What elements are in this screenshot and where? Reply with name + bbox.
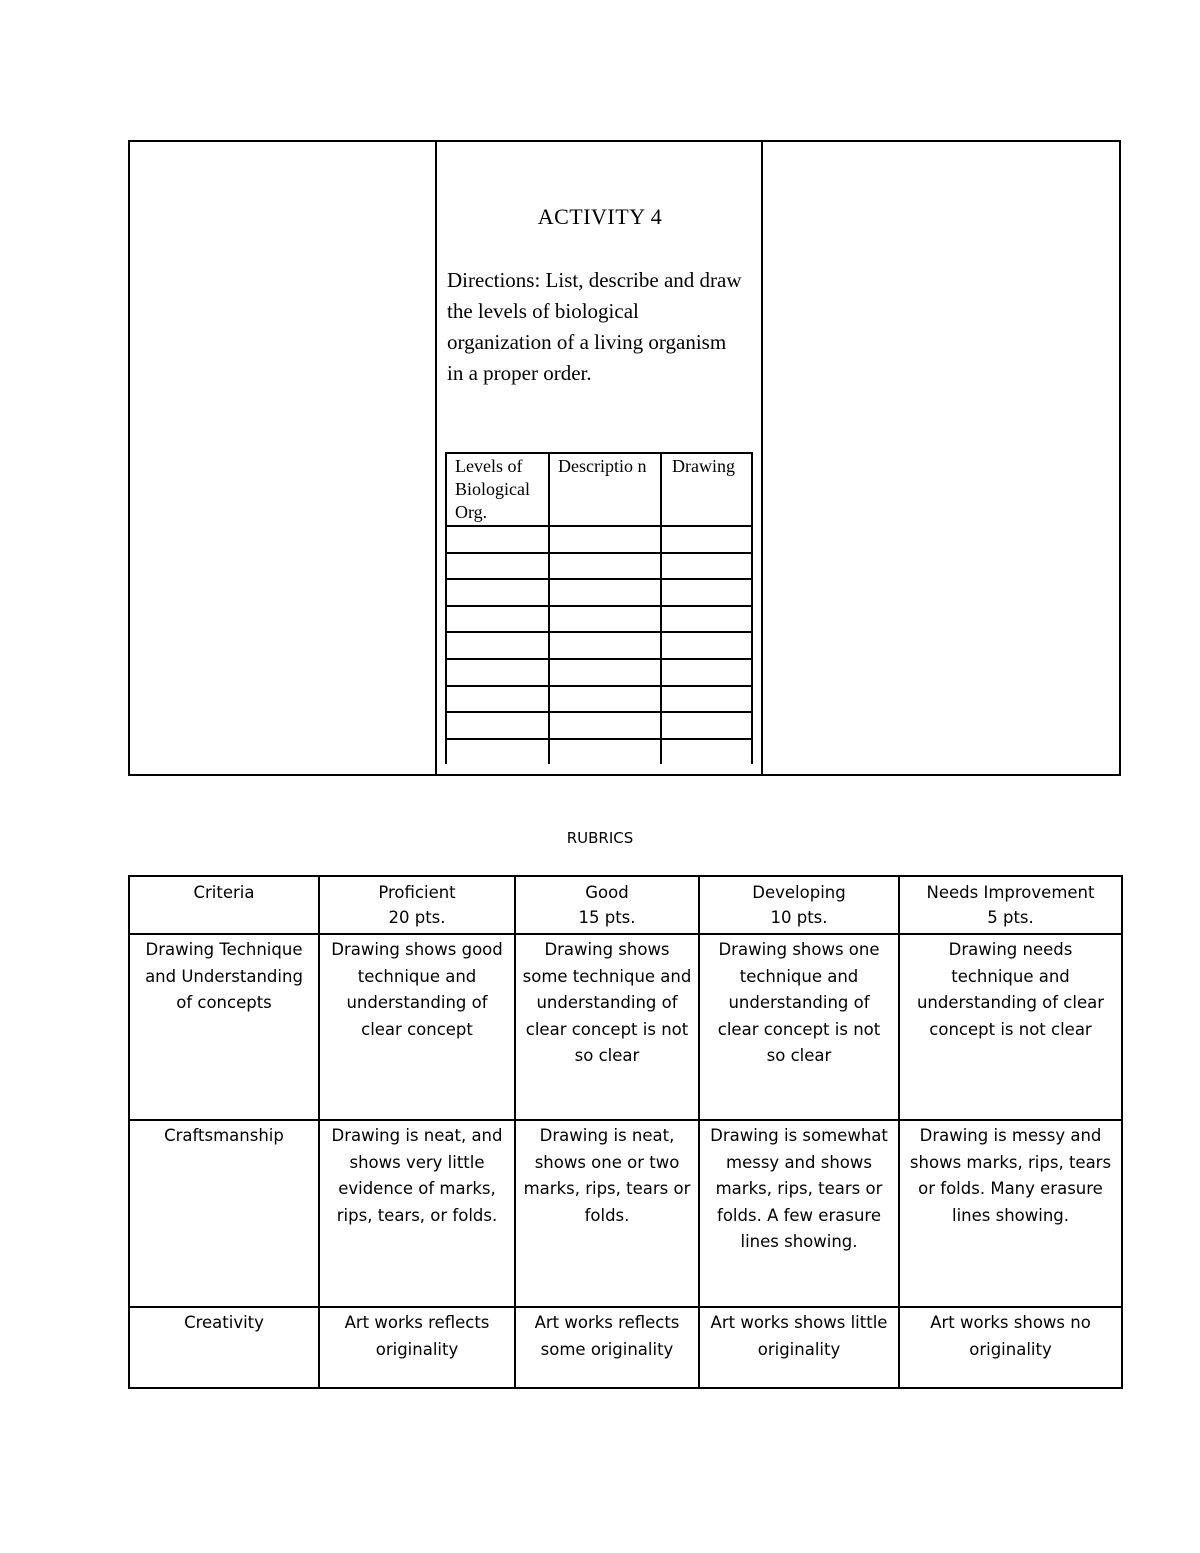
- levels-table-row: [446, 739, 752, 765]
- levels-table-row: [446, 606, 752, 633]
- proficient-cell: Art works reflects originality: [319, 1307, 515, 1388]
- levels-table: [445, 452, 753, 764]
- proficient-cell: Drawing is neat, and shows very little evidence of marks, rips, tears, or folds.: [319, 1120, 515, 1307]
- level-cell[interactable]: [446, 686, 549, 713]
- level-cell[interactable]: [446, 739, 549, 765]
- description-cell[interactable]: [549, 579, 661, 606]
- drawing-cell[interactable]: [661, 686, 752, 713]
- developing-cell: Drawing is somewhat messy and shows marks, rips, tears or folds. A few erasure lines showing.: [699, 1120, 899, 1307]
- developing-header: [699, 876, 899, 934]
- activity-panel-frame: [128, 140, 1121, 776]
- proficient-header: [319, 876, 515, 934]
- description-cell[interactable]: [549, 739, 661, 765]
- levels-table-row: [446, 553, 752, 580]
- needs-improvement-cell: Drawing is messy and shows marks, rips, tears or folds. Many erasure lines showing.: [899, 1120, 1122, 1307]
- good-header: [515, 876, 699, 934]
- good-cell: Drawing is neat, shows one or two marks, rips, tears or folds.: [515, 1120, 699, 1307]
- levels-table-row: [446, 632, 752, 659]
- level-cell[interactable]: [446, 606, 549, 633]
- activity-directions: Directions: List, describe and draw the levels of biological organization of a living organism in a proper order.: [447, 268, 742, 385]
- rubric-row-drawing-technique: [129, 934, 1122, 1120]
- proficient-label: Proficient: [378, 883, 456, 902]
- developing-cell: Art works shows little originality: [699, 1307, 899, 1388]
- developing-points: 10 pts.: [770, 908, 828, 927]
- drawing-cell[interactable]: [661, 526, 752, 553]
- criteria-header-label: Criteria: [193, 883, 255, 902]
- rubric-row-craftsmanship: [129, 1120, 1122, 1307]
- proficient-cell: Drawing shows good technique and understanding of clear concept: [319, 934, 515, 1120]
- level-cell[interactable]: [446, 659, 549, 686]
- levels-header-cell: Levels of Biological Org.: [446, 453, 549, 526]
- rubrics-title: RUBRICS: [566, 829, 634, 847]
- drawing-cell[interactable]: [661, 632, 752, 659]
- developing-cell: Drawing shows one technique and understanding of clear concept is not so clear: [699, 934, 899, 1120]
- description-cell[interactable]: [549, 606, 661, 633]
- levels-table-header: [446, 453, 752, 526]
- needs-improvement-header: [899, 876, 1122, 934]
- rubric-row-creativity: [129, 1307, 1122, 1388]
- needs-improvement-cell: Drawing needs technique and understanding of clear concept is not clear: [899, 934, 1122, 1120]
- good-cell: Drawing shows some technique and understanding of clear concept is not so clear: [515, 934, 699, 1120]
- needs-improvement-cell: Art works shows no originality: [899, 1307, 1122, 1388]
- drawing-cell[interactable]: [661, 579, 752, 606]
- good-cell: Art works reflects some originality: [515, 1307, 699, 1388]
- drawing-header-cell: Drawing: [661, 453, 752, 526]
- rubric-table: [128, 875, 1123, 1389]
- needs-improvement-points: 5 pts.: [987, 908, 1034, 927]
- good-points: 15 pts.: [578, 908, 636, 927]
- criteria-cell: Drawing Technique and Understanding of concepts: [129, 934, 319, 1120]
- level-cell[interactable]: [446, 579, 549, 606]
- drawing-cell[interactable]: [661, 606, 752, 633]
- developing-label: Developing: [752, 883, 846, 902]
- description-cell[interactable]: [549, 632, 661, 659]
- description-cell[interactable]: [549, 686, 661, 713]
- description-cell[interactable]: [549, 712, 661, 739]
- criteria-cell: Creativity: [129, 1307, 319, 1388]
- proficient-points: 20 pts.: [388, 908, 446, 927]
- criteria-cell: Craftsmanship: [129, 1120, 319, 1307]
- description-cell[interactable]: [549, 659, 661, 686]
- description-cell[interactable]: [549, 526, 661, 553]
- drawing-cell[interactable]: [661, 553, 752, 580]
- level-cell[interactable]: [446, 712, 549, 739]
- rubric-header-row: [129, 876, 1122, 934]
- levels-table-row: [446, 712, 752, 739]
- good-label: Good: [585, 883, 629, 902]
- activity-center-panel: [437, 142, 763, 774]
- levels-table-row: [446, 526, 752, 553]
- level-cell[interactable]: [446, 526, 549, 553]
- drawing-cell[interactable]: [661, 712, 752, 739]
- levels-table-row: [446, 686, 752, 713]
- level-cell[interactable]: [446, 632, 549, 659]
- drawing-cell[interactable]: [661, 739, 752, 765]
- levels-table-row: [446, 659, 752, 686]
- activity-title: ACTIVITY 4: [537, 204, 663, 229]
- drawing-cell[interactable]: [661, 659, 752, 686]
- level-cell[interactable]: [446, 553, 549, 580]
- description-header-cell: Descriptio n: [549, 453, 661, 526]
- description-cell[interactable]: [549, 553, 661, 580]
- needs-improvement-label: Needs Improvement: [926, 883, 1095, 902]
- levels-table-row: [446, 579, 752, 606]
- criteria-header: [129, 876, 319, 934]
